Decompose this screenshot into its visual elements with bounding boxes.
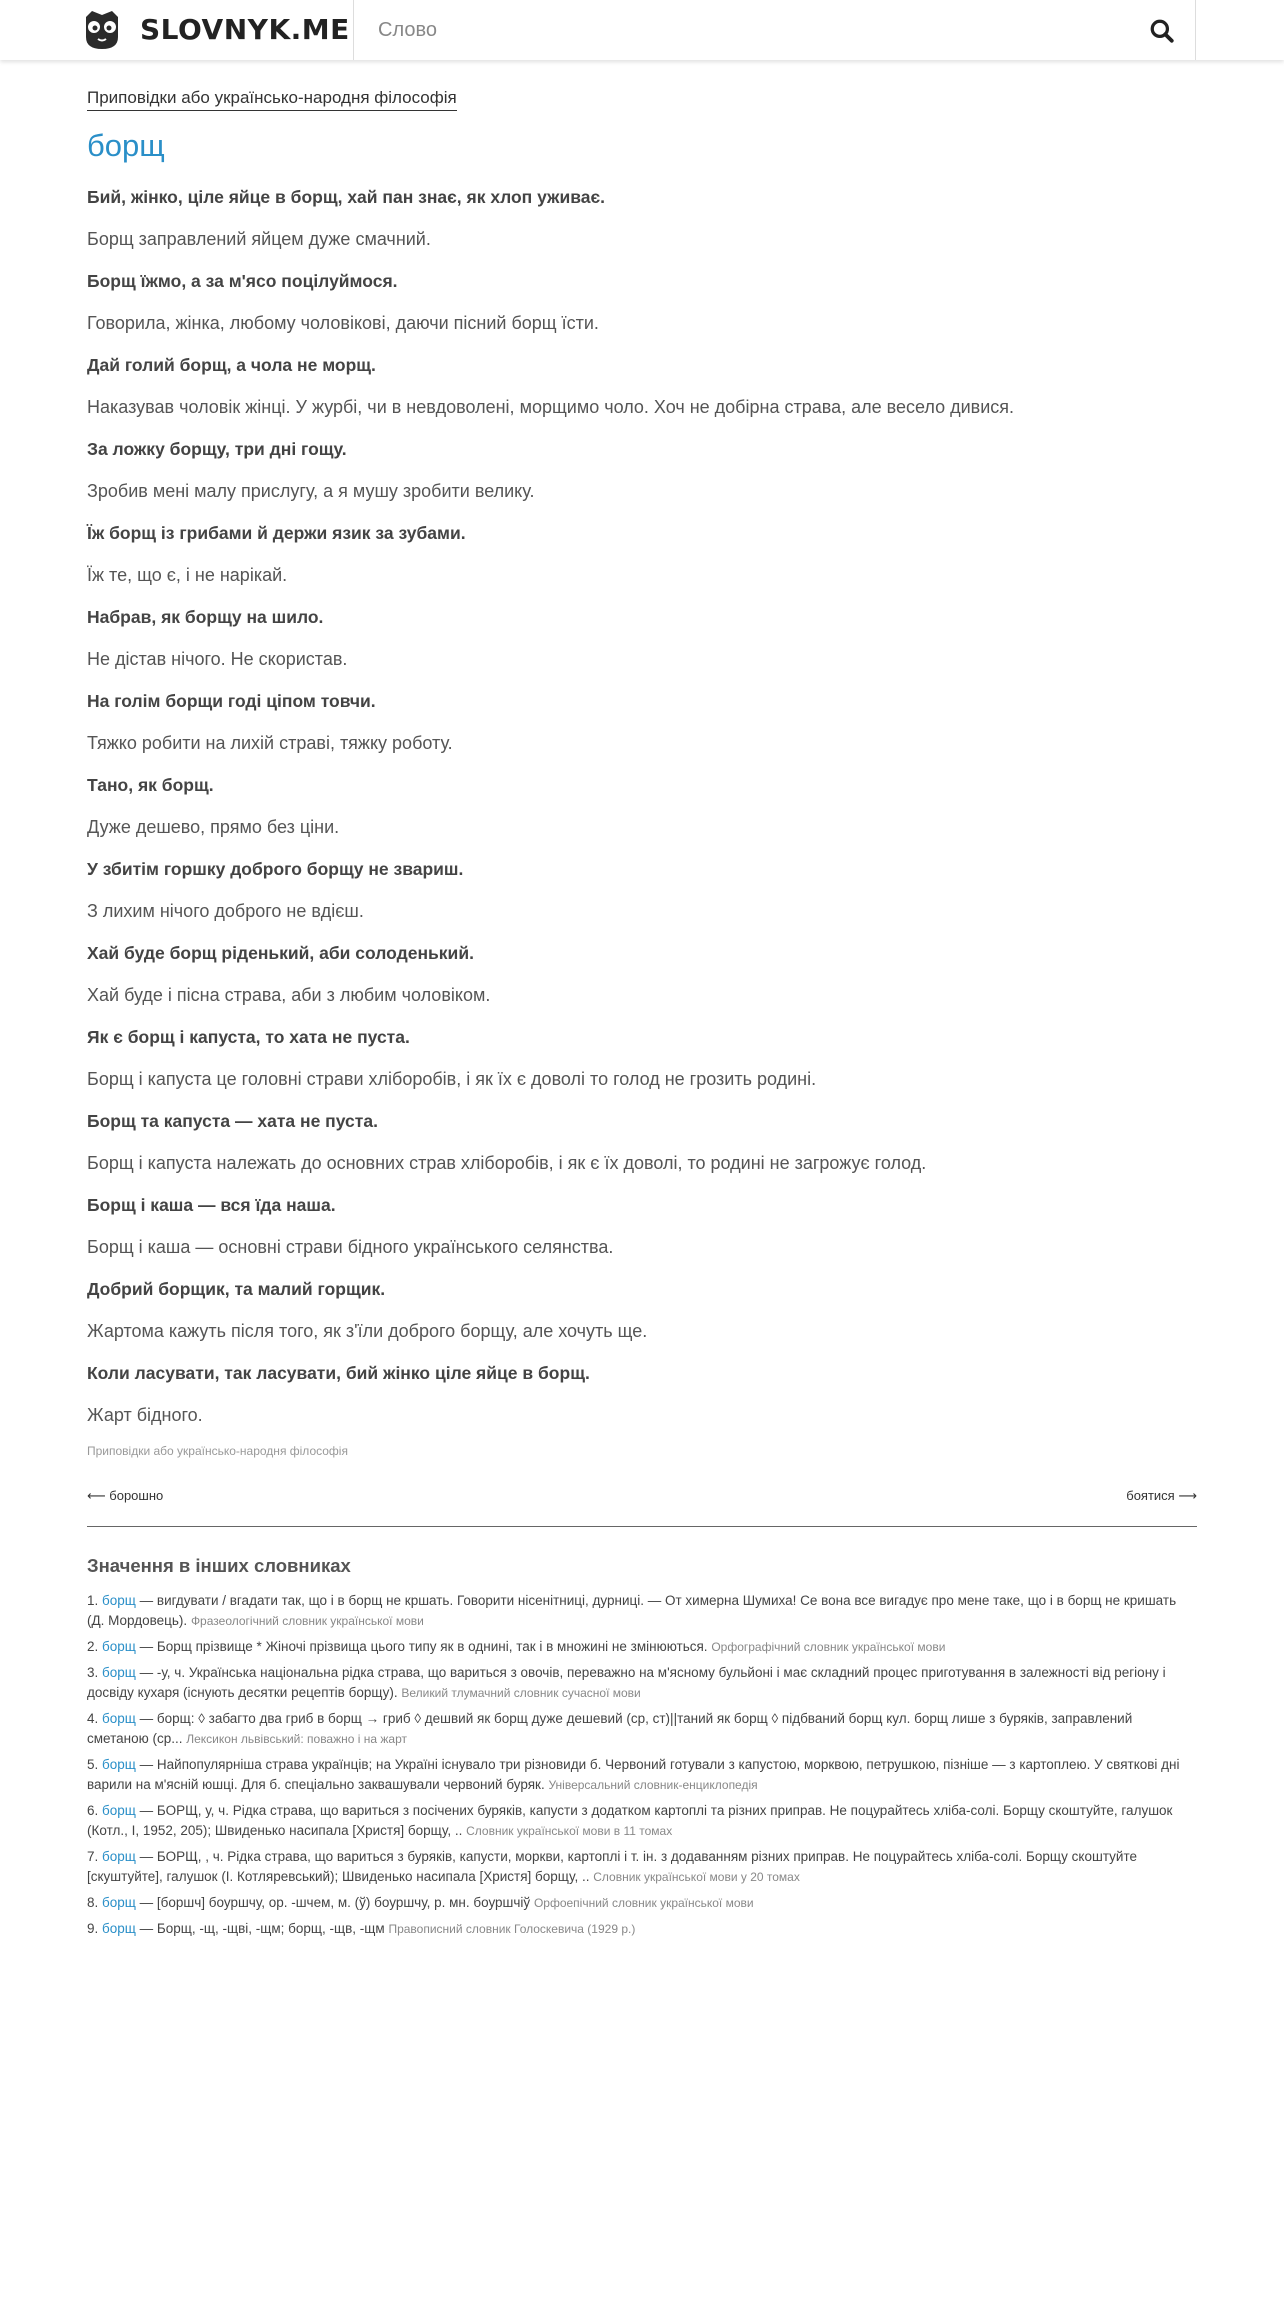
page-title: борщ [87, 128, 165, 163]
other-dictionary-item [87, 1755, 1197, 1795]
prev-word-link[interactable] [87, 1488, 163, 1504]
word-pager [87, 1488, 1197, 1508]
proverb-text: Борщ і каша — вся їда наша. [87, 1195, 336, 1216]
other-dictionary-item [87, 1847, 1197, 1887]
proverb-meaning: Борщ заправлений яйцем дуже смачний. [87, 229, 431, 250]
definition-text: — борщ: ◊ забаг⁠⁠то два гриб⁠⁠ в борщ → гриб ◊ деш⁠⁠вий як борщ дуже дешевий (ср, ст)||таний як борщ ◊ підб⁠⁠ваний борщ кул. борщ лише з буряків, заправлений сметаною (ср... [87, 1711, 1133, 1747]
next-word-link[interactable] [1126, 1488, 1197, 1504]
dictionary-name: Правописний словник Голоскевича (1929 р.) [388, 1922, 636, 1937]
other-dictionary-item [87, 1919, 1197, 1939]
search-input[interactable] [378, 0, 1118, 60]
proverb-text: Бий, жінко, ціле яйце в борщ, хай пан знає, як хлоп уживає. [87, 187, 606, 208]
headword-link[interactable]: борщ [102, 1711, 136, 1727]
entry-source-note: Приповідки або українсько-народня філософія [87, 1444, 348, 1459]
proverb-text: Борщ їжмо, а за м'ясо поцілуймося. [87, 271, 398, 292]
proverb-text: За ложку борщу, три дні гощу. [87, 439, 347, 460]
other-dictionary-item [87, 1709, 1197, 1749]
proverb-text: На голім борщи годі ціпом товчи. [87, 691, 376, 712]
proverb-meaning: Говорила, жінка, любому чоловікові, даючи пісний борщ їсти. [87, 313, 599, 334]
item-number: 7. [87, 1849, 99, 1865]
divider [87, 1526, 1197, 1527]
proverb-meaning: Борщ і капуста це головні страви хліборобів, і як їх є доволі то голод не грозить родині. [87, 1069, 817, 1090]
item-number: 2. [87, 1639, 99, 1655]
headword-link[interactable]: борщ [102, 1921, 136, 1937]
proverb-meaning: Тяжко робити на лихій страві, тяжку роботу. [87, 733, 453, 754]
definition-text: — Борщ, -щ⁠⁠, -щ⁠⁠ві, -щ⁠⁠м; борщ⁠⁠, -щ⁠⁠в, -щ⁠⁠м [135, 1921, 385, 1937]
dictionary-name: Словник української мови у 20 томах [593, 1870, 800, 1885]
prev-word-label: борошно [109, 1488, 164, 1504]
headword-link[interactable]: борщ [102, 1665, 136, 1681]
headword-link[interactable]: борщ [102, 1757, 136, 1773]
other-dictionaries-title: Значення в інших словниках [87, 1555, 351, 1577]
proverb-text: У збитім горшку доброго борщу не звариш. [87, 859, 464, 880]
proverb-meaning: Борщ і капуста належать до основних страв хліборобів, і як є їх доволі, то родині не загрожує голод. [87, 1153, 927, 1174]
headword-link[interactable]: борщ [102, 1639, 136, 1655]
proverbs-list [87, 176, 1197, 1436]
item-number: 1. [87, 1593, 99, 1609]
owl-glasses-icon [80, 7, 124, 51]
proverb-meaning: Жартома кажуть після того, як з'їли доброго борщу, але хочуть ще. [87, 1321, 648, 1342]
item-number: 6. [87, 1803, 99, 1819]
dictionary-name: Універсальний словник-енциклопедія [548, 1778, 758, 1793]
search-bar [353, 0, 1196, 60]
item-number: 5. [87, 1757, 99, 1773]
dictionary-name: Лексикон львівський: поважно і на жарт [186, 1732, 408, 1747]
definition-text: — БОРЩ, у, ч. Рідка страва, що вариться з посічених буряків, капусти з додатком картоплі та різних приправ. Не поцурайтесь хліба-солі. Борщу скоштуйте, галушок (Котл., I, 1952, 205); Швиденько насипала [Христя] борщу, .. [87, 1803, 1173, 1839]
proverb-text: Борщ та капуста — хата не пуста. [87, 1111, 378, 1132]
proverb-meaning: Не дістав нічого. Не скористав. [87, 649, 348, 670]
proverb-meaning: Борщ і каша — основні страви бідного українського селянства. [87, 1237, 614, 1258]
other-dictionary-item [87, 1637, 1197, 1657]
item-number: 3. [87, 1665, 99, 1681]
other-dictionary-item [87, 1893, 1197, 1913]
dictionary-name: Фразеологічний словник української мови [190, 1614, 424, 1629]
headword-link[interactable]: борщ [102, 1895, 136, 1911]
main-content [87, 88, 1197, 1945]
proverb-meaning: Хай буде і пісна страва, аби з любим чоловіком. [87, 985, 491, 1006]
proverb-meaning: Зробив мені малу прислугу, а я мушу зробити велику. [87, 481, 535, 502]
headword-link[interactable]: борщ [102, 1803, 136, 1819]
definition-text: — виг⁠⁠дувати / в⁠⁠гадати так⁠⁠, що і в борщ не кр⁠⁠шать. Говорити нісенітниці, дурниці. — От химерна Шумиха! Се вона все вигадує про мене таке, що і в борщ не кришать (Д. Мордовець). [87, 1593, 1177, 1629]
definition-text: — -у, ч. Українська національна рідка страва, що вариться з овочів, переважно на м'ясному бульйоні і має складний процес приготування в залежності від регіону і досвіду кухаря (існують десятки рецептів борщу). [87, 1665, 1166, 1701]
proverb-text: Їж борщ із грибами й держи язик за зубами. [87, 523, 466, 544]
dictionary-name: Орфографічний словник української мови [711, 1640, 946, 1655]
proverb-text: Тано, як борщ. [87, 775, 214, 796]
other-dictionary-item [87, 1591, 1197, 1631]
definition-text: — Найпопулярніша страва українців; на Україні існувало три різновиди б. Червоний готували з капустою, морквою, петрушкою, пізніше — з картоплею. У святкові дні варили на м'ясній юшці. Для б. спеціально заквашували червоний буряк. [87, 1757, 1180, 1793]
arrow-left-icon: ⟵ [87, 1488, 106, 1504]
dictionary-name: Великий тлумачний словник сучасної мови [401, 1686, 641, 1701]
proverb-text: Добрий борщик, та малий горщик. [87, 1279, 386, 1300]
other-dictionary-item [87, 1663, 1197, 1703]
definition-text: — Борщ прізвище * Жіночі прізвища цього типу як в однині, так і в множині не змінюються. [135, 1639, 708, 1655]
proverb-meaning: Жарт бідного. [87, 1405, 203, 1426]
logo-text: SLOVNYK.ME [140, 12, 350, 46]
proverb-text: Набрав, як борщу на шило. [87, 607, 324, 628]
proverb-text: Хай буде борщ ріденький, аби солоденький. [87, 943, 474, 964]
dictionary-source-link[interactable]: Приповідки або українсько-народня філософія [87, 88, 457, 111]
proverb-text: Дай голий борщ, а чола не морщ. [87, 355, 376, 376]
item-number: 9. [87, 1921, 99, 1937]
definition-text: — БОРЩ, ⁠⁠, ч. Рідка страва, що вариться з буряків, капусти, моркви, картоплі і т. ін. з додаванням різних приправ. Не поцурайтесь хліба-солі. Борщу скоштуйте [скуштуйте], галушок (І. Котляревський); Швиденько насипала [Христя] борщу, .. [87, 1849, 1137, 1885]
other-dictionary-item [87, 1801, 1197, 1841]
top-navbar [0, 0, 1284, 60]
headword-link[interactable]: борщ [102, 1849, 136, 1865]
definition-text: — [боршч] боуршчу, ор. -шчем, м. (ў) боуршчу, р. мн. боуршчіў [135, 1895, 531, 1911]
arrow-right-icon: ⟶ [1178, 1488, 1197, 1504]
proverb-meaning: Дуже дешево, прямо без ціни. [87, 817, 340, 838]
next-word-label: боятися [1126, 1488, 1175, 1504]
proverb-meaning: Наказував чоловік жінці. У журбі, чи в невдоволені, морщимо чоло. Хоч не добірна страва, але весело дивися. [87, 397, 1015, 418]
proverb-text: Як є борщ і капуста, то хата не пуста. [87, 1027, 410, 1048]
proverb-meaning: Їж те, що є, і не нарікай. [87, 565, 288, 586]
proverb-text: Коли ласувати, так ласувати, бий жінко ціле яйце в борщ. [87, 1363, 590, 1384]
site-logo[interactable] [80, 6, 350, 52]
proverb-meaning: З лихим нічого доброго не вдієш. [87, 901, 364, 922]
headword-link[interactable]: борщ [102, 1593, 136, 1609]
dictionary-name: Орфоепічний словник української мови [533, 1896, 754, 1911]
other-dictionaries-list [87, 1591, 1197, 1939]
item-number: 4. [87, 1711, 99, 1727]
search-icon[interactable] [1149, 18, 1175, 44]
item-number: 8. [87, 1895, 99, 1911]
dictionary-name: Словник української мови в 11 томах [466, 1824, 673, 1839]
